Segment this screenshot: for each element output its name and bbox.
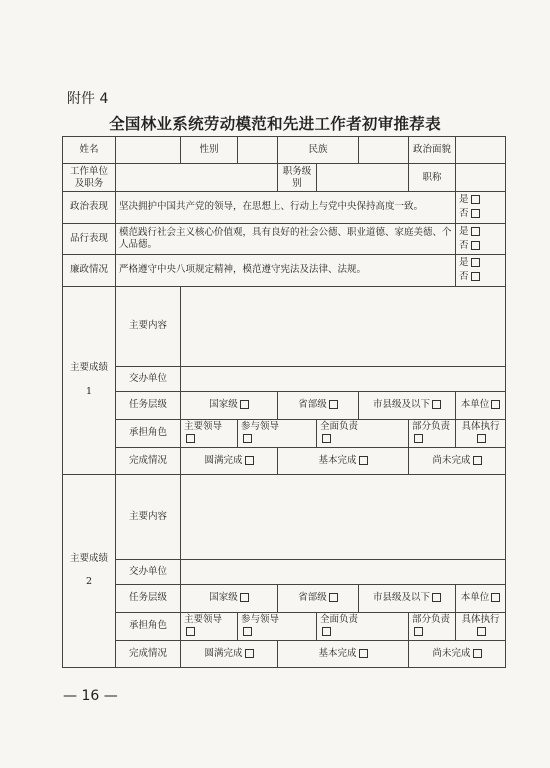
achievement-label-text: 主要成绩 [69,362,108,374]
checkbox[interactable] [471,258,480,267]
role-fully-responsible[interactable] [317,612,409,640]
option-label: 本单位 [460,592,490,604]
role-main-leader[interactable] [181,419,238,447]
checkbox[interactable] [245,649,254,658]
checkbox[interactable] [359,649,368,658]
achievement-2-content-field[interactable] [181,474,506,559]
achievement-label-text: 主要成绩 [69,552,108,564]
checkbox[interactable] [491,593,500,602]
gender-label: 性别 [181,137,238,164]
option-label: 国家级 [209,592,238,604]
option-label: 省部级 [298,592,327,604]
work-unit-label: 工作单位及职务 [63,164,116,192]
task-level-label: 任务层级 [116,391,181,419]
checkbox[interactable] [240,400,249,409]
option-label: 基本完成 [318,454,357,466]
conduct-text: 模范践行社会主义核心价值观，具有良好的社会公德、职业道德、家庭美德、个人品德。 [116,223,456,255]
checkbox[interactable] [471,227,480,236]
checkbox[interactable] [240,593,249,602]
assigning-unit-label: 交办单位 [116,366,181,391]
work-unit-field[interactable] [116,164,278,192]
role-partly-responsible[interactable] [409,612,456,640]
completion-basic[interactable] [278,640,409,667]
ethnicity-label: 民族 [278,137,359,164]
completion-full[interactable] [181,447,278,474]
form-title: 全国林业系统劳动模范和先进工作者初审推荐表 [109,114,441,133]
option-label: 全面负责 [320,614,359,626]
content-label: 主要内容 [116,474,181,559]
option-label: 主要领导 [184,614,223,626]
political-performance-choice[interactable] [456,192,506,224]
position-level-label: 职务级别 [278,164,317,192]
yes-label: 是 [459,225,469,237]
role-participating-leader[interactable] [238,612,317,640]
completion-full[interactable] [181,640,278,667]
checkbox[interactable] [477,627,486,636]
ethnicity-field[interactable] [359,137,409,164]
no-label: 否 [459,208,469,220]
checkbox[interactable] [245,456,254,465]
checkbox[interactable] [471,209,480,218]
option-label: 圆满完成 [204,647,243,659]
recommendation-form [62,136,506,668]
option-label: 主要领导 [184,421,223,433]
task-level-national[interactable] [181,584,278,612]
option-label: 省部级 [298,399,327,411]
checkbox[interactable] [432,400,441,409]
option-label: 尚未完成 [432,454,471,466]
role-label: 承担角色 [116,612,181,640]
political-label: 政治面貌 [409,137,456,164]
option-label: 参与领导 [241,614,280,626]
task-level-city-county[interactable] [359,391,456,419]
task-level-provincial[interactable] [278,584,359,612]
role-main-leader[interactable] [181,612,238,640]
checkbox[interactable] [414,434,423,443]
yes-label: 是 [459,257,469,268]
attachment-label: 附件 4 [67,91,109,107]
option-label: 尚未完成 [432,647,471,659]
completion-not-yet[interactable] [409,640,506,667]
integrity-label: 廉政情况 [63,255,116,287]
conduct-choice[interactable] [456,223,506,255]
option-label: 全面负责 [320,421,359,433]
name-field[interactable] [116,137,181,164]
achievement-1-content-field[interactable] [181,286,506,366]
gender-field[interactable] [238,137,278,164]
conduct-label: 品行表现 [63,223,116,255]
achievement-1-label [63,286,116,474]
no-label: 否 [459,271,469,283]
checkbox[interactable] [243,434,252,443]
role-partly-responsible[interactable] [409,419,456,447]
title-rank-label: 职称 [409,164,456,192]
political-performance-text: 坚决拥护中国共产党的领导，在思想上、行动上与党中央保持高度一致。 [116,192,456,224]
checkbox[interactable] [329,593,338,602]
page-number: — 16 — [63,688,118,704]
integrity-text: 严格遵守中央八项规定精神，模范遵守宪法及法律、法规。 [116,255,456,287]
integrity-choice[interactable] [456,255,506,287]
achievement-number: 1 [85,385,93,397]
role-fully-responsible[interactable] [317,419,409,447]
option-label: 圆满完成 [204,454,243,466]
achievement-2-label [63,474,116,667]
political-field[interactable] [456,137,506,164]
task-level-own-unit[interactable] [456,391,506,419]
completion-not-yet[interactable] [409,447,506,474]
task-level-label: 任务层级 [116,584,181,612]
yes-label: 是 [459,194,469,205]
achievement-number: 2 [85,576,93,588]
role-label: 承担角色 [116,419,181,447]
task-level-city-county[interactable] [359,584,456,612]
checkbox[interactable] [359,456,368,465]
checkbox[interactable] [471,272,480,281]
option-label: 具体执行 [461,421,500,433]
position-level-field[interactable] [317,164,409,192]
option-label: 部分负责 [412,614,451,626]
achievement-2-assigning-unit-field[interactable] [181,559,506,584]
no-label: 否 [459,239,469,251]
option-label: 部分负责 [412,421,451,433]
checkbox[interactable] [329,400,338,409]
task-level-national[interactable] [181,391,278,419]
checkbox[interactable] [477,434,486,443]
role-participating-leader[interactable] [238,419,317,447]
option-label: 市县级及以下 [373,592,431,604]
task-level-provincial[interactable] [278,391,359,419]
completion-basic[interactable] [278,447,409,474]
completion-label: 完成情况 [116,447,181,474]
checkbox[interactable] [322,434,331,443]
name-label: 姓名 [63,137,116,164]
role-executor[interactable] [456,419,506,447]
role-executor[interactable] [456,612,506,640]
checkbox[interactable] [414,627,423,636]
checkbox[interactable] [186,434,195,443]
option-label: 参与领导 [241,421,280,433]
achievement-1-assigning-unit-field[interactable] [181,366,506,391]
checkbox[interactable] [432,593,441,602]
task-level-own-unit[interactable] [456,584,506,612]
option-label: 市县级及以下 [373,399,431,411]
checkbox[interactable] [471,241,480,250]
checkbox[interactable] [322,627,331,636]
assigning-unit-label: 交办单位 [116,559,181,584]
checkbox[interactable] [473,649,482,658]
option-label: 本单位 [460,399,490,411]
title-rank-field[interactable] [456,164,506,192]
checkbox[interactable] [243,627,252,636]
option-label: 基本完成 [318,647,357,659]
checkbox[interactable] [473,456,482,465]
option-label: 具体执行 [461,614,500,626]
content-label: 主要内容 [116,286,181,366]
checkbox[interactable] [491,400,500,409]
checkbox[interactable] [471,195,480,204]
completion-label: 完成情况 [116,640,181,667]
political-performance-label: 政治表现 [63,192,116,224]
option-label: 国家级 [209,399,238,411]
checkbox[interactable] [186,627,195,636]
